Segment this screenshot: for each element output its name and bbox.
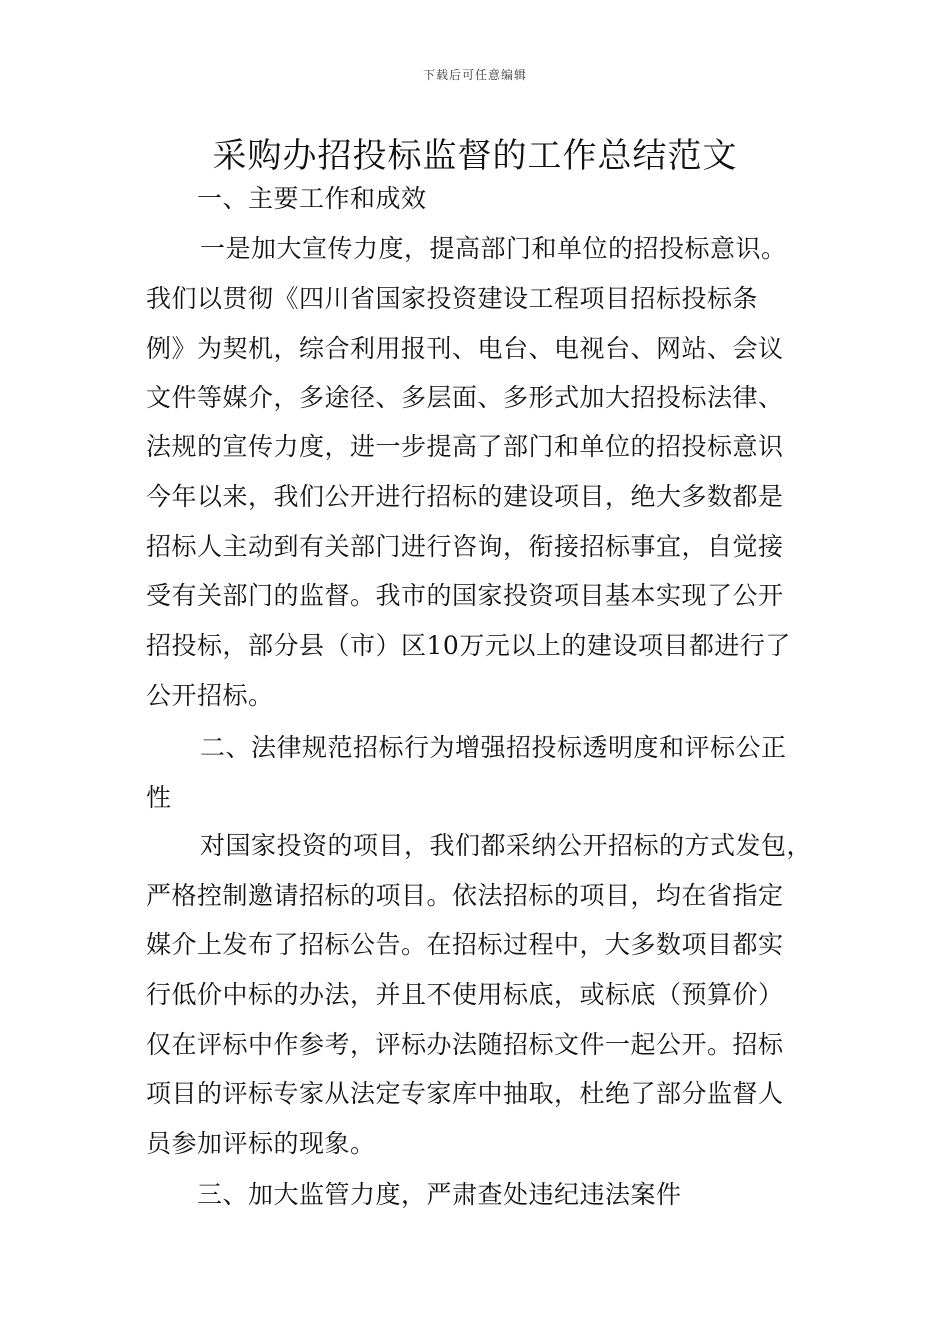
- paragraph-line: 我们以贯彻《四川省国家投资建设工程项目招标投标条: [146, 284, 759, 313]
- paragraph-line: 严格控制邀请招标的项目。依法招标的项目，均在省指定: [146, 881, 784, 910]
- document-title: 采购办招投标监督的工作总结范文: [212, 136, 738, 176]
- paragraph-line: 受有关部门的监督。我市的国家投资项目基本实现了公开: [146, 581, 784, 610]
- paragraph-line: 行低价中标的办法，并且不使用标底，或标底（预算价）: [146, 980, 784, 1009]
- paragraph-line: 对国家投资的项目，我们都采纳公开招标的方式发包，: [200, 831, 813, 860]
- section-heading-1: 一、主要工作和成效: [197, 184, 427, 213]
- header-note: 下载后可任意编辑: [422, 68, 527, 82]
- paragraph-line: 媒介上发布了招标公告。在招标过程中，大多数项目都实: [146, 930, 784, 959]
- section-heading-3: 三、加大监管力度，严肃查处违纪违法案件: [197, 1180, 682, 1209]
- paragraph-line: 法规的宣传力度，进一步提高了部门和单位的招投标意识: [146, 432, 784, 461]
- paragraph-line: 一是加大宣传力度，提高部门和单位的招投标意识。: [200, 234, 787, 263]
- paragraph-line: 公开招标。: [146, 681, 274, 710]
- paragraph-line: 例》为契机，综合利用报刊、电台、电视台、网站、会议: [146, 334, 784, 363]
- section-heading-2: 二、法律规范招标行为增强招投标透明度和评标公正: [200, 733, 787, 762]
- paragraph-line: 文件等媒介，多途径、多层面、多形式加大招投标法律、: [146, 383, 784, 412]
- paragraph-line: 招投标，部分县（市）区10万元以上的建设项目都进行了: [146, 631, 791, 660]
- paragraph-line: 仅在评标中作参考，评标办法随招标文件一起公开。招标: [146, 1030, 784, 1059]
- paragraph-line: 招标人主动到有关部门进行咨询，衔接招标事宜，自觉接: [146, 532, 784, 561]
- section-heading-2-cont: 性: [146, 783, 172, 812]
- paragraph-line: 员参加评标的现象。: [146, 1129, 376, 1158]
- paragraph-line: 项目的评标专家从法定专家库中抽取，杜绝了部分监督人: [146, 1079, 784, 1108]
- paragraph-line: 今年以来，我们公开进行招标的建设项目，绝大多数都是: [146, 482, 784, 511]
